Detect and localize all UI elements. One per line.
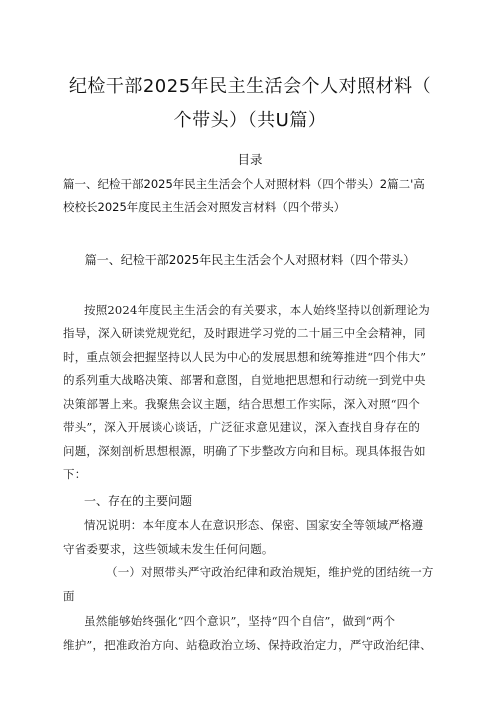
sub-heading-line: （一）对照带头严守政治纪律和政治规矩，维护党的团结统一方 [106,565,434,579]
intro-line: 时，重点领会把握坚持以人民为中心的发展思想和统筹推进“四个伟大” [63,350,427,364]
intro-line: 的系列重大战略决策、部署和意图，自觉地把思想和行动统一到党中央 [63,373,426,387]
situation-line: 情况说明：本年度本人在意识形态、保密、国家安全等领域严格遵 [84,518,424,532]
intro-line: 下： [63,467,87,481]
heading-problems: 一、存在的主要问题 [84,494,193,508]
intro-line: 按照2024年度民主生活会的有关要求，本人始终坚持以创新理论为 [84,303,430,317]
sub-heading-line: 面 [63,589,75,603]
situation-line: 守省委要求，这些领域未发生任何问题。 [63,542,274,556]
doc-title-line2: 个带头）（共U篇） [173,110,327,131]
doc-title-line1: 纪检干部2025年民主生活会个人对照材料（ [68,76,432,97]
body-line: 虽然能够始终强化“四个意识”，坚持“四个自信”，做到“两个 [84,614,396,628]
section-title: 篇一、纪检干部2025年民主生活会个人对照材料（四个带头） [84,253,416,267]
toc-entry-line2: 校校长2025年度民主生活会对照发言材料（四个带头） [63,200,346,214]
intro-line: 指导，深入研读党规党纪，及时跟进学习党的二十届三中全会精神，同 [63,326,426,340]
intro-line: 带头”，深入开展谈心谈话，广泛征求意见建议，深入查找自身存在的 [63,420,421,434]
toc-entry-line1: 篇一、纪检干部2025年民主生活会个人对照材料（四个带头）2篇二'高 [63,177,425,191]
intro-line: 问题，深刻剖析思想根源，明确了下步整改方向和目标。现具体报告如 [63,444,426,458]
toc-heading: 目录 [237,152,263,167]
intro-line: 决策部署上来。我聚焦会议主题，结合思想工作实际，深入对照“四个 [63,397,421,411]
body-line: 维护”，把准政治方向、站稳政治立场、保持政治定力，严守政治纪律、 [63,638,432,652]
